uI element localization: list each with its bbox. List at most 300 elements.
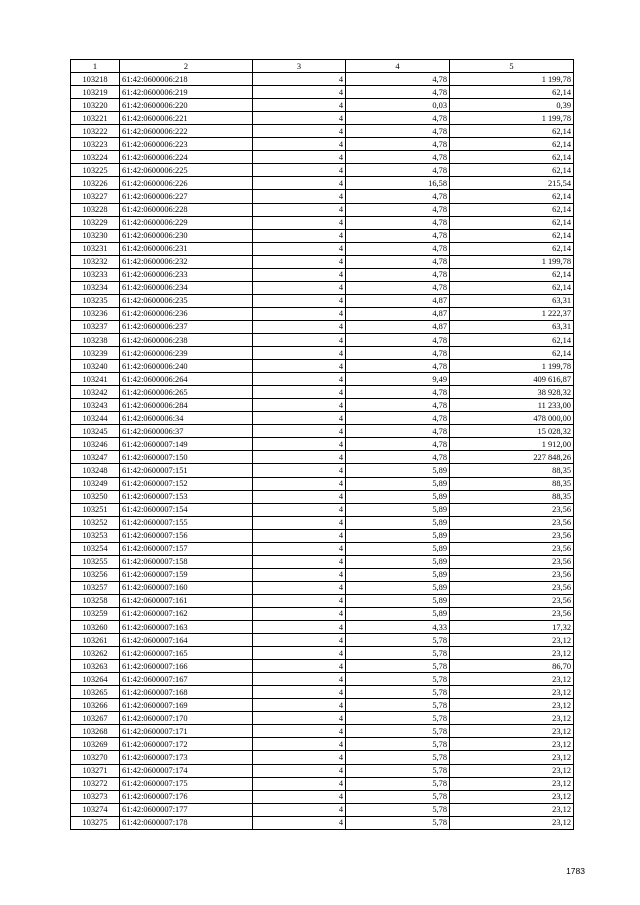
table-cell: 23,12 (450, 738, 574, 751)
table-cell: 4 (253, 164, 346, 177)
table-cell: 4 (253, 125, 346, 138)
table-cell: 62,14 (450, 151, 574, 164)
table-cell: 227 848,26 (450, 451, 574, 464)
column-header: 1 (71, 60, 120, 73)
table-cell: 61:42:0600006:264 (120, 373, 253, 386)
table-cell: 4 (253, 255, 346, 268)
table-cell: 1 222,37 (450, 307, 574, 320)
table-cell: 61:42:0600006:240 (120, 360, 253, 373)
table-cell: 61:42:0600006:223 (120, 138, 253, 151)
table-cell: 61:42:0600006:233 (120, 268, 253, 281)
table-cell: 4,78 (346, 438, 450, 451)
table-cell: 103262 (71, 647, 120, 660)
table-cell: 103220 (71, 99, 120, 112)
table-cell: 61:42:0600006:236 (120, 307, 253, 320)
table-row (71, 712, 574, 725)
table-cell: 4 (253, 568, 346, 581)
table-cell: 103266 (71, 699, 120, 712)
table-cell: 5,89 (346, 516, 450, 529)
table-row (71, 777, 574, 790)
table-cell: 103272 (71, 777, 120, 790)
table-cell: 5,78 (346, 712, 450, 725)
table-row (71, 255, 574, 268)
table-cell: 0,03 (346, 99, 450, 112)
table-cell: 62,14 (450, 268, 574, 281)
table-cell: 23,56 (450, 516, 574, 529)
table-cell: 5,89 (346, 490, 450, 503)
table-cell: 4 (253, 425, 346, 438)
table-cell: 103253 (71, 529, 120, 542)
table-row (71, 477, 574, 490)
table-cell: 61:42:0600007:176 (120, 790, 253, 803)
table-cell: 23,12 (450, 686, 574, 699)
table-cell: 4 (253, 86, 346, 99)
table-cell: 62,14 (450, 86, 574, 99)
table-cell: 61:42:0600007:165 (120, 647, 253, 660)
table-cell: 4,78 (346, 125, 450, 138)
table-cell: 4,78 (346, 203, 450, 216)
table-cell: 23,12 (450, 699, 574, 712)
table-cell: 61:42:0600006:238 (120, 333, 253, 346)
table-cell: 103268 (71, 725, 120, 738)
table-cell: 5,78 (346, 738, 450, 751)
table-cell: 4 (253, 281, 346, 294)
table-cell: 4,78 (346, 268, 450, 281)
table-cell: 5,78 (346, 673, 450, 686)
table-cell: 61:42:0600007:167 (120, 673, 253, 686)
table-cell: 4 (253, 294, 346, 307)
table-cell: 103258 (71, 594, 120, 607)
table-cell: 23,56 (450, 529, 574, 542)
table-cell: 15 028,32 (450, 425, 574, 438)
table-row (71, 464, 574, 477)
table-row (71, 360, 574, 373)
table-cell: 103241 (71, 373, 120, 386)
table-cell: 61:42:0600007:173 (120, 751, 253, 764)
table-cell: 4 (253, 216, 346, 229)
table-cell: 5,78 (346, 790, 450, 803)
table-cell: 103224 (71, 151, 120, 164)
table-row (71, 790, 574, 803)
table-cell: 23,12 (450, 764, 574, 777)
table-cell: 4 (253, 660, 346, 673)
table-cell: 23,56 (450, 503, 574, 516)
table-row (71, 634, 574, 647)
table-cell: 103263 (71, 660, 120, 673)
table-cell: 4 (253, 333, 346, 346)
table-cell: 4 (253, 686, 346, 699)
table-cell: 17,32 (450, 621, 574, 634)
table-cell: 4 (253, 764, 346, 777)
table-cell: 88,35 (450, 477, 574, 490)
table-cell: 4 (253, 738, 346, 751)
table-cell: 103221 (71, 112, 120, 125)
table-cell: 5,89 (346, 503, 450, 516)
table-row (71, 99, 574, 112)
table-row (71, 490, 574, 503)
table-cell: 4,33 (346, 621, 450, 634)
table-cell: 103270 (71, 751, 120, 764)
table-row (71, 216, 574, 229)
table-row (71, 503, 574, 516)
table-cell: 61:42:0600007:153 (120, 490, 253, 503)
table-row (71, 268, 574, 281)
table-cell: 5,78 (346, 686, 450, 699)
table-cell: 62,14 (450, 347, 574, 360)
table-cell: 23,12 (450, 816, 574, 829)
table-cell: 16,58 (346, 177, 450, 190)
table-cell: 103256 (71, 568, 120, 581)
table-cell: 4 (253, 477, 346, 490)
table-cell: 103257 (71, 581, 120, 594)
table-cell: 103233 (71, 268, 120, 281)
table-cell: 103222 (71, 125, 120, 138)
table-cell: 61:42:0600006:218 (120, 73, 253, 86)
table-cell: 4 (253, 99, 346, 112)
table-cell: 61:42:0600007:172 (120, 738, 253, 751)
table-row (71, 151, 574, 164)
table-cell: 5,89 (346, 555, 450, 568)
table-cell: 4,78 (346, 255, 450, 268)
table-row (71, 699, 574, 712)
table-cell: 5,89 (346, 542, 450, 555)
table-cell: 62,14 (450, 138, 574, 151)
table-cell: 62,14 (450, 203, 574, 216)
table-cell: 4 (253, 816, 346, 829)
table-row (71, 673, 574, 686)
table-cell: 4 (253, 464, 346, 477)
table-cell: 4 (253, 320, 346, 333)
table-cell: 61:42:0600007:149 (120, 438, 253, 451)
table-cell: 62,14 (450, 333, 574, 346)
table-cell: 103248 (71, 464, 120, 477)
table-cell: 103274 (71, 803, 120, 816)
table-cell: 4,78 (346, 190, 450, 203)
table-cell: 4,78 (346, 399, 450, 412)
table-cell: 103225 (71, 164, 120, 177)
table-cell: 103238 (71, 333, 120, 346)
table-body (71, 73, 574, 830)
table-cell: 4,78 (346, 216, 450, 229)
table-cell: 4,78 (346, 412, 450, 425)
table-cell: 478 000,00 (450, 412, 574, 425)
table-cell: 23,56 (450, 542, 574, 555)
table-cell: 5,89 (346, 477, 450, 490)
table-row (71, 333, 574, 346)
table-cell: 61:42:0600006:234 (120, 281, 253, 294)
table-cell: 103218 (71, 73, 120, 86)
table-cell: 61:42:0600007:152 (120, 477, 253, 490)
table-row (71, 581, 574, 594)
table-cell: 103267 (71, 712, 120, 725)
table-row (71, 86, 574, 99)
table-cell: 23,56 (450, 607, 574, 620)
table-cell: 61:42:0600006:224 (120, 151, 253, 164)
table-cell: 61:42:0600006:225 (120, 164, 253, 177)
table-cell: 103273 (71, 790, 120, 803)
table-cell: 61:42:0600007:170 (120, 712, 253, 725)
table-cell: 61:42:0600006:34 (120, 412, 253, 425)
table-cell: 11 233,00 (450, 399, 574, 412)
table-row (71, 307, 574, 320)
table-cell: 61:42:0600006:220 (120, 99, 253, 112)
table-cell: 62,14 (450, 229, 574, 242)
table-row (71, 281, 574, 294)
table-row (71, 738, 574, 751)
table-cell: 4 (253, 607, 346, 620)
table-cell: 61:42:0600007:150 (120, 451, 253, 464)
table-cell: 23,12 (450, 803, 574, 816)
table-cell: 103260 (71, 621, 120, 634)
table-cell: 62,14 (450, 164, 574, 177)
table-cell: 61:42:0600006:229 (120, 216, 253, 229)
table-cell: 63,31 (450, 294, 574, 307)
table-cell: 4,78 (346, 360, 450, 373)
table-cell: 103265 (71, 686, 120, 699)
table-cell: 4,78 (346, 333, 450, 346)
table-cell: 23,12 (450, 790, 574, 803)
table-cell: 5,78 (346, 777, 450, 790)
data-table (70, 59, 574, 830)
table-cell: 4 (253, 412, 346, 425)
table-cell: 61:42:0600006:235 (120, 294, 253, 307)
table-row (71, 73, 574, 86)
table-cell: 88,35 (450, 490, 574, 503)
table-cell: 5,89 (346, 568, 450, 581)
table-row (71, 607, 574, 620)
table-cell: 4,78 (346, 73, 450, 86)
table-cell: 1 199,78 (450, 73, 574, 86)
table-cell: 0,39 (450, 99, 574, 112)
table-cell: 61:42:0600007:157 (120, 542, 253, 555)
table-cell: 23,12 (450, 647, 574, 660)
table-row (71, 320, 574, 333)
table-cell: 5,78 (346, 751, 450, 764)
table-cell: 103247 (71, 451, 120, 464)
table-cell: 103271 (71, 764, 120, 777)
table-cell: 61:42:0600007:151 (120, 464, 253, 477)
table-row (71, 112, 574, 125)
table-cell: 4 (253, 386, 346, 399)
table-cell: 4 (253, 555, 346, 568)
table-cell: 5,78 (346, 764, 450, 777)
table-cell: 4 (253, 151, 346, 164)
table-row (71, 803, 574, 816)
table-cell: 103236 (71, 307, 120, 320)
table-cell: 61:42:0600006:227 (120, 190, 253, 203)
column-header: 5 (450, 60, 574, 73)
table-cell: 103261 (71, 634, 120, 647)
table-cell: 4 (253, 594, 346, 607)
table-cell: 4,78 (346, 347, 450, 360)
table-cell: 23,12 (450, 777, 574, 790)
table-row (71, 138, 574, 151)
table-cell: 5,89 (346, 581, 450, 594)
table-cell: 4,87 (346, 294, 450, 307)
table-cell: 103231 (71, 242, 120, 255)
table-cell: 103275 (71, 816, 120, 829)
table-cell: 4 (253, 229, 346, 242)
table-cell: 61:42:0600007:154 (120, 503, 253, 516)
table-cell: 4,78 (346, 242, 450, 255)
table-cell: 409 616,87 (450, 373, 574, 386)
table-cell: 4 (253, 712, 346, 725)
table-cell: 4 (253, 516, 346, 529)
column-header: 2 (120, 60, 253, 73)
table-row (71, 399, 574, 412)
table-cell: 215,54 (450, 177, 574, 190)
table-cell: 61:42:0600006:237 (120, 320, 253, 333)
table-cell: 62,14 (450, 281, 574, 294)
table-cell: 4 (253, 725, 346, 738)
table-cell: 61:42:0600006:37 (120, 425, 253, 438)
table-cell: 23,12 (450, 712, 574, 725)
table-cell: 4 (253, 634, 346, 647)
table-cell: 61:42:0600007:178 (120, 816, 253, 829)
table-row (71, 816, 574, 829)
table-cell: 1 199,78 (450, 360, 574, 373)
table-cell: 5,89 (346, 594, 450, 607)
table-cell: 4 (253, 268, 346, 281)
table-cell: 4,78 (346, 229, 450, 242)
table-row (71, 529, 574, 542)
table-cell: 61:42:0600007:164 (120, 634, 253, 647)
table-cell: 4 (253, 177, 346, 190)
table-row (71, 203, 574, 216)
table-cell: 4,87 (346, 307, 450, 320)
page-number: 1783 (566, 866, 585, 876)
table-cell: 61:42:0600007:162 (120, 607, 253, 620)
table-cell: 61:42:0600006:232 (120, 255, 253, 268)
table-row (71, 425, 574, 438)
table-cell: 5,89 (346, 464, 450, 477)
table-cell: 103255 (71, 555, 120, 568)
table-cell: 61:42:0600006:231 (120, 242, 253, 255)
table-cell: 23,56 (450, 581, 574, 594)
table-cell: 103243 (71, 399, 120, 412)
table-cell: 103251 (71, 503, 120, 516)
table-cell: 23,12 (450, 673, 574, 686)
table-row (71, 594, 574, 607)
table-cell: 61:42:0600007:163 (120, 621, 253, 634)
table-cell: 61:42:0600006:265 (120, 386, 253, 399)
table-cell: 61:42:0600007:158 (120, 555, 253, 568)
table-cell: 103249 (71, 477, 120, 490)
table-cell: 1 199,78 (450, 112, 574, 125)
table-cell: 103230 (71, 229, 120, 242)
table-row (71, 751, 574, 764)
table-cell: 4,87 (346, 320, 450, 333)
table-cell: 103219 (71, 86, 120, 99)
table-cell: 4 (253, 647, 346, 660)
table-cell: 4 (253, 347, 346, 360)
table-cell: 86,70 (450, 660, 574, 673)
table-cell: 5,78 (346, 699, 450, 712)
table-cell: 103239 (71, 347, 120, 360)
table-cell: 61:42:0600006:239 (120, 347, 253, 360)
table-cell: 23,56 (450, 568, 574, 581)
table-row (71, 294, 574, 307)
table-row (71, 242, 574, 255)
table-cell: 23,12 (450, 725, 574, 738)
table-cell: 103245 (71, 425, 120, 438)
table-cell: 4 (253, 203, 346, 216)
table-cell: 4 (253, 190, 346, 203)
table-cell: 61:42:0600006:222 (120, 125, 253, 138)
table-cell: 4,78 (346, 281, 450, 294)
table-cell: 61:42:0600006:228 (120, 203, 253, 216)
table-cell: 4 (253, 699, 346, 712)
table-cell: 4,78 (346, 86, 450, 99)
table-cell: 4 (253, 790, 346, 803)
table-cell: 103254 (71, 542, 120, 555)
table-row (71, 386, 574, 399)
table-cell: 103244 (71, 412, 120, 425)
table-cell: 103234 (71, 281, 120, 294)
table-cell: 61:42:0600007:166 (120, 660, 253, 673)
table-cell: 61:42:0600007:155 (120, 516, 253, 529)
column-header: 3 (253, 60, 346, 73)
table-cell: 61:42:0600006:219 (120, 86, 253, 99)
table-row (71, 347, 574, 360)
table-row (71, 764, 574, 777)
table-cell: 5,78 (346, 660, 450, 673)
table-cell: 23,12 (450, 751, 574, 764)
table-row (71, 438, 574, 451)
table-cell: 4 (253, 777, 346, 790)
table-cell: 103240 (71, 360, 120, 373)
table-row (71, 229, 574, 242)
table-cell: 4 (253, 73, 346, 86)
table-cell: 4,78 (346, 451, 450, 464)
table-cell: 61:42:0600006:221 (120, 112, 253, 125)
table-cell: 103250 (71, 490, 120, 503)
table-cell: 62,14 (450, 190, 574, 203)
table-cell: 4,78 (346, 151, 450, 164)
table-cell: 4 (253, 360, 346, 373)
table-cell: 61:42:0600007:168 (120, 686, 253, 699)
table-row (71, 412, 574, 425)
table-cell: 4,78 (346, 112, 450, 125)
table-cell: 4 (253, 438, 346, 451)
table-row (71, 660, 574, 673)
table-cell: 4,78 (346, 164, 450, 177)
table-cell: 103229 (71, 216, 120, 229)
table-cell: 103242 (71, 386, 120, 399)
table-cell: 4,78 (346, 425, 450, 438)
table-cell: 1 199,78 (450, 255, 574, 268)
table-row (71, 516, 574, 529)
table-cell: 61:42:0600007:171 (120, 725, 253, 738)
column-header: 4 (346, 60, 450, 73)
table-cell: 4 (253, 138, 346, 151)
table-cell: 61:42:0600007:159 (120, 568, 253, 581)
table-cell: 4 (253, 803, 346, 816)
table-cell: 4 (253, 307, 346, 320)
table-cell: 4,78 (346, 386, 450, 399)
table-cell: 103246 (71, 438, 120, 451)
table-cell: 4 (253, 503, 346, 516)
table-cell: 103237 (71, 320, 120, 333)
table-cell: 23,56 (450, 555, 574, 568)
table-cell: 103232 (71, 255, 120, 268)
table-cell: 5,78 (346, 634, 450, 647)
table-cell: 4 (253, 621, 346, 634)
table-row (71, 725, 574, 738)
table-cell: 4 (253, 112, 346, 125)
table-cell: 61:42:0600006:230 (120, 229, 253, 242)
table-cell: 9,49 (346, 373, 450, 386)
